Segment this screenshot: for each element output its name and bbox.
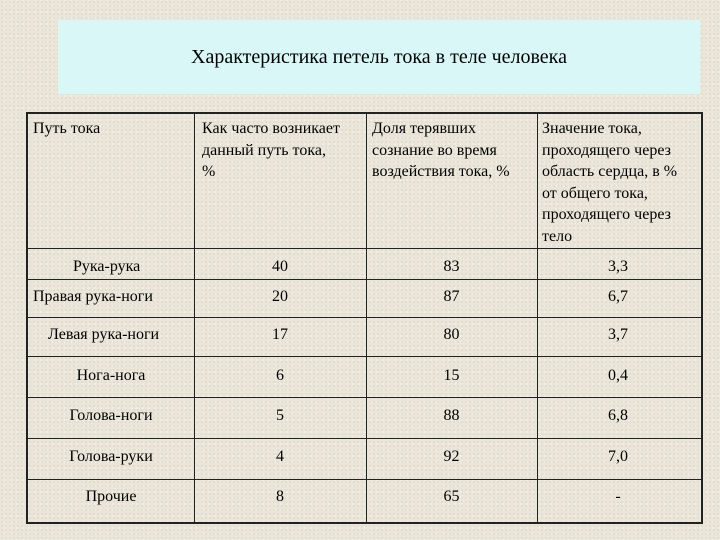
table-cell-heart-current: 7,0 [608,448,628,465]
slide-title-box [58,20,700,94]
table-cell-unconscious: 83 [443,258,460,275]
table-cell-unconscious: 15 [443,367,460,384]
row-divider [28,317,701,318]
row-divider [28,279,701,280]
table-cell-frequency: 5 [276,407,284,424]
header-heart-current: Значение тока, проходящего через область сердца, в % от общего тока, проходящего через тело [542,120,678,245]
table-cell-frequency: 20 [272,288,288,305]
table-cell-frequency: 6 [276,367,284,384]
table-cell-heart-current: 3,3 [608,258,628,275]
table-cell-path: Правая рука-ноги [33,288,153,305]
row-divider [28,479,701,480]
table-cell-path: Рука-рука [73,258,141,275]
slide-title: Характеристика петель тока в теле человека [191,45,567,68]
header-unconscious: Доля терявших сознание во время воздействия тока, % [372,120,510,180]
table-cell-unconscious: 65 [443,488,460,505]
header-path: Путь тока [33,120,101,137]
table-cell-unconscious: 92 [443,448,460,465]
table-cell-heart-current: 3,7 [608,326,628,343]
table-cell-path: Голова-ноги [69,407,153,424]
table-cell-heart-current: - [615,488,621,505]
current-path-table [26,112,703,524]
table-cell-frequency: 4 [276,448,284,465]
table-cell-unconscious: 87 [443,288,460,305]
table-cell-frequency: 17 [272,326,288,343]
table-cell-frequency: 8 [276,488,284,505]
table-cell-unconscious: 80 [443,326,460,343]
table-cell-path: Прочие [85,488,137,505]
table-cell-path: Нога-нога [76,367,146,384]
table-cell-path: Голова-руки [69,448,153,465]
table-cell-heart-current: 6,8 [608,407,628,424]
row-divider [28,397,701,398]
header-frequency: Как часто возникает данный путь тока, % [202,120,340,180]
table-cell-path: Левая рука-ноги [48,326,160,343]
table-cell-heart-current: 6,7 [608,288,628,305]
table-cell-unconscious: 88 [443,407,460,424]
table-cell-heart-current: 0,4 [608,367,628,384]
row-divider [28,356,701,357]
row-divider [28,248,701,249]
row-divider [28,438,701,439]
table-cell-frequency: 40 [272,258,288,275]
